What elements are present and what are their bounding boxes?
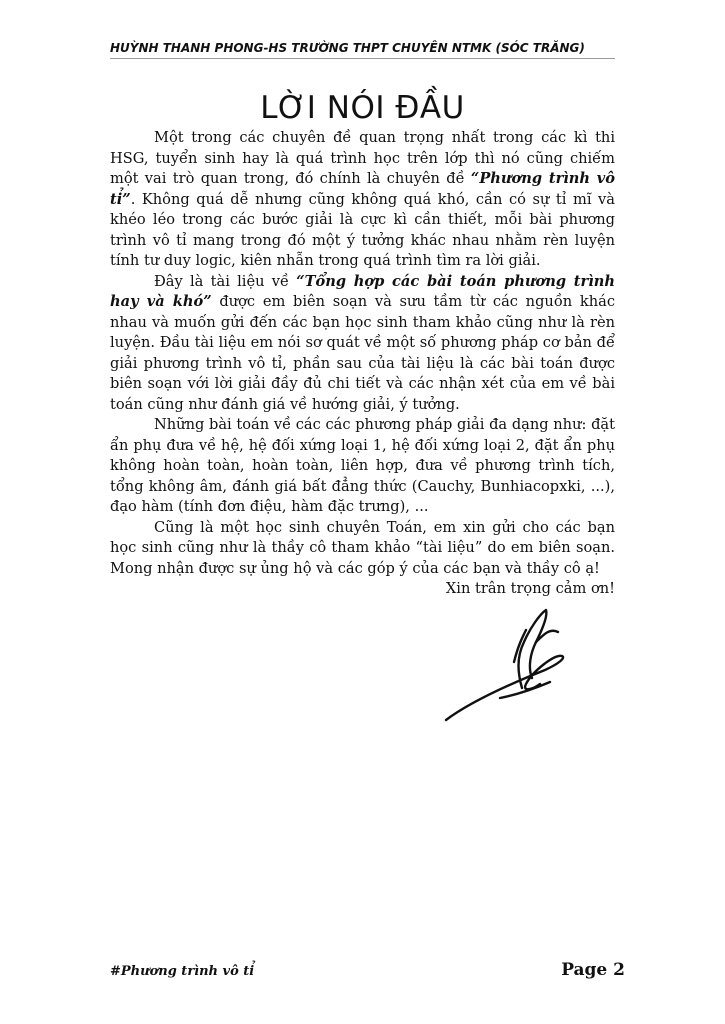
signature-image: [440, 598, 580, 728]
paragraph-2-text-b: được em biên soạn và sưu tầm từ các nguồn khác nhau và muốn gửi đến các bạn học sinh tham khảo cũng như là rèn luyện. Đầu tài liệu em nói sơ quát về một số phương pháp cơ bản để giải phương trình vô tỉ, phần sau của tài liệu là các bài toán được biên soạn với lời giải đầy đủ chi tiết và các nhận xét của em về bài toán cũng như đánh giá về hướng giải, ý tưởng.: [110, 293, 615, 413]
page-header: HUỲNH THANH PHONG-HS TRƯỜNG THPT CHUYÊN NTMK (SÓC TRĂNG): [110, 40, 615, 59]
paragraph-1-emphasis: “Phương trình vô tỉ”: [110, 170, 615, 208]
closing-thanks: Xin trân trọng cảm ơn!: [445, 580, 615, 597]
footer-document-title: #Phương trình vô tỉ: [110, 964, 255, 979]
paragraph-1-text-b: . Không quá dễ nhưng cũng không quá khó, cần có sự tỉ mĩ và khéo léo trong các bước giải là cực kì cần thiết, mỗi bài phương trình vô tỉ mang trong đó một ý tưởng khác nhau nhằm rèn luyện tính tư duy logic, kiên nhẫn trong quá trình tìm ra lời giải.: [110, 190, 615, 269]
paragraph-3: Những bài toán về các các phương pháp giải đa dạng như: đặt ẩn phụ đưa về hệ, hệ đối xứng loại 1, hệ đối xứng loại 2, đặt ẩn phụ không hoàn toàn, hoàn toàn, liên hợp, đưa về phương trình tích, tổng không âm, đánh giá bất đẳng thức (Cauchy, Bunhiacopxki, ...), đạo hàm (tính đơn điệu, hàm đặc trưng), ...: [110, 416, 615, 515]
page-title: LỜI NÓI ĐẦU: [260, 90, 465, 126]
paragraph-2-text-a: Đây là tài liệu về: [154, 272, 297, 290]
paragraph-1-text-a: Một trong các chuyên đề quan trọng nhất trong các kì thi HSG, tuyển sinh hay là quá trình học trên lớp thì nó cũng chiếm một vai trò quan trong, đó chính là chuyên đề: [110, 129, 615, 187]
paragraph-2-emphasis: “Tổng hợp các bài toán phương trình hay và khó”: [110, 272, 615, 310]
document-body: [110, 128, 615, 600]
paragraph-1: [110, 128, 615, 272]
paragraph-4: Cũng là một học sinh chuyên Toán, em xin gửi cho các bạn học sinh cũng như là thầy cô tham khảo “tài liệu” do em biên soạn. Mong nhận được sự ủng hộ và các góp ý của các bạn và thầy cô ạ!: [110, 518, 615, 577]
page-number: Page 2: [561, 960, 625, 980]
paragraph-2: [110, 272, 615, 416]
